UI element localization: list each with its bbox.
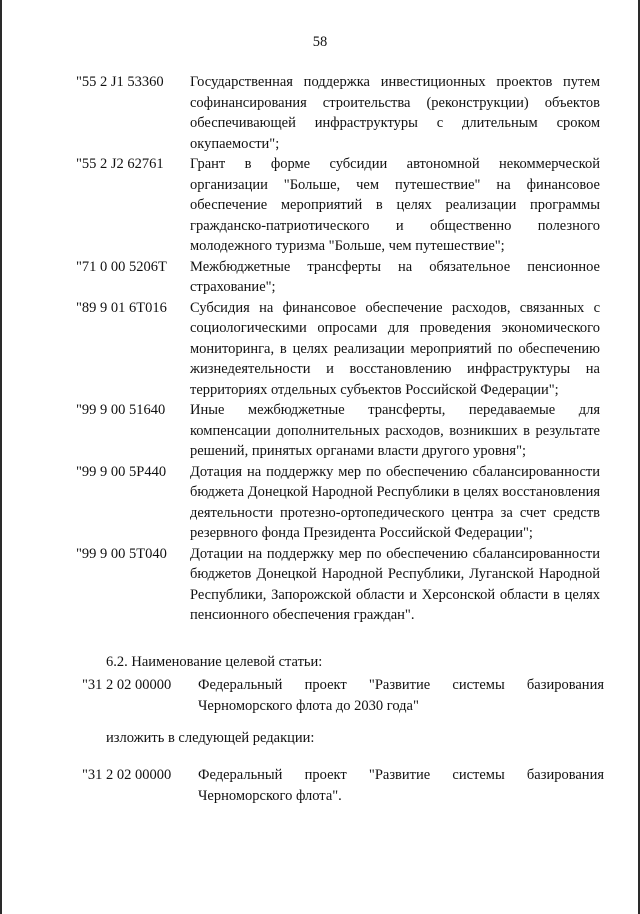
- article-code: "99 9 00 51640: [76, 402, 166, 418]
- article-description: Грант в форме субсидии автономной некоммерческой организации "Больше, чем путешествие" на финансовое обеспечение мероприятий в целях реализации программы гражданско-патриотического и общественно полезного молодежного туризма "Больше, чем путешествие";: [190, 156, 600, 254]
- article-code: "99 9 00 5Р440: [76, 463, 167, 480]
- article-description: Федеральный проект "Развитие системы базирования Черноморского флота".: [198, 767, 604, 804]
- article-code: "31 2 02 00000: [82, 767, 172, 783]
- article-description: Федеральный проект "Развитие системы базирования Черноморского флота до 2030 года": [198, 677, 604, 714]
- article-description: Дотация на поддержку мер по обеспечению сбалансированности бюджета Донецкой Народной Республики в целях восстановления деятельности протезно-ортопедического центра за счет средств резервного фонда Президента Российской Федерации";: [190, 463, 601, 541]
- page-number: 58: [312, 34, 328, 50]
- list-item: [2, 72, 638, 154]
- article-description: Межбюджетные трансферты на обязательное пенсионное страхование";: [190, 258, 600, 295]
- list-item: [2, 257, 638, 298]
- new-entry: [2, 765, 638, 806]
- article-description: Дотации на поддержку мер по обеспечению сбалансированности бюджетов Донецкой Народной Республики, Луганской Народной Республики, Запорожской области и Херсонской области в целях пенсионного обеспечения граждан".: [190, 545, 600, 623]
- article-code: "99 9 00 5Т040: [76, 545, 167, 562]
- old-entry: [2, 675, 638, 716]
- list-item: [2, 154, 638, 257]
- article-description: Государственная поддержка инвестиционных проектов путем софинансирования строительства (реконструкции) объектов обеспечивающей инфраструктуры с длительным сроком окупаемости";: [190, 74, 600, 152]
- list-item: [2, 298, 638, 401]
- section-heading: 6.2. Наименование целевой статьи:: [106, 654, 323, 670]
- article-description: Иные межбюджетные трансферты, передаваемые для компенсации дополнительных расходов, возникших в результате решений, принятых органами власти другого уровня";: [190, 402, 600, 459]
- list-item: [2, 462, 638, 544]
- edit-instruction: изложить в следующей редакции:: [106, 730, 315, 746]
- article-code: "31 2 02 00000: [82, 677, 172, 693]
- article-code: "55 2 J2 62761: [76, 156, 164, 172]
- article-code: "55 2 J1 53360: [76, 74, 164, 90]
- article-code: "71 0 00 5206Т: [76, 258, 167, 275]
- article-description: Субсидия на финансовое обеспечение расходов, связанных с социологическими опросами для проведения экономического мониторинга, в целях реализации мероприятий по обеспечению жизнедеятельности и восстановлению инфраструктуры на территориях отдельных субъектов Российской Федерации";: [190, 299, 600, 398]
- list-item: [2, 544, 638, 626]
- list-item: [2, 400, 638, 462]
- article-code: "89 9 01 6Т016: [76, 299, 167, 316]
- target-articles-list: [2, 72, 638, 626]
